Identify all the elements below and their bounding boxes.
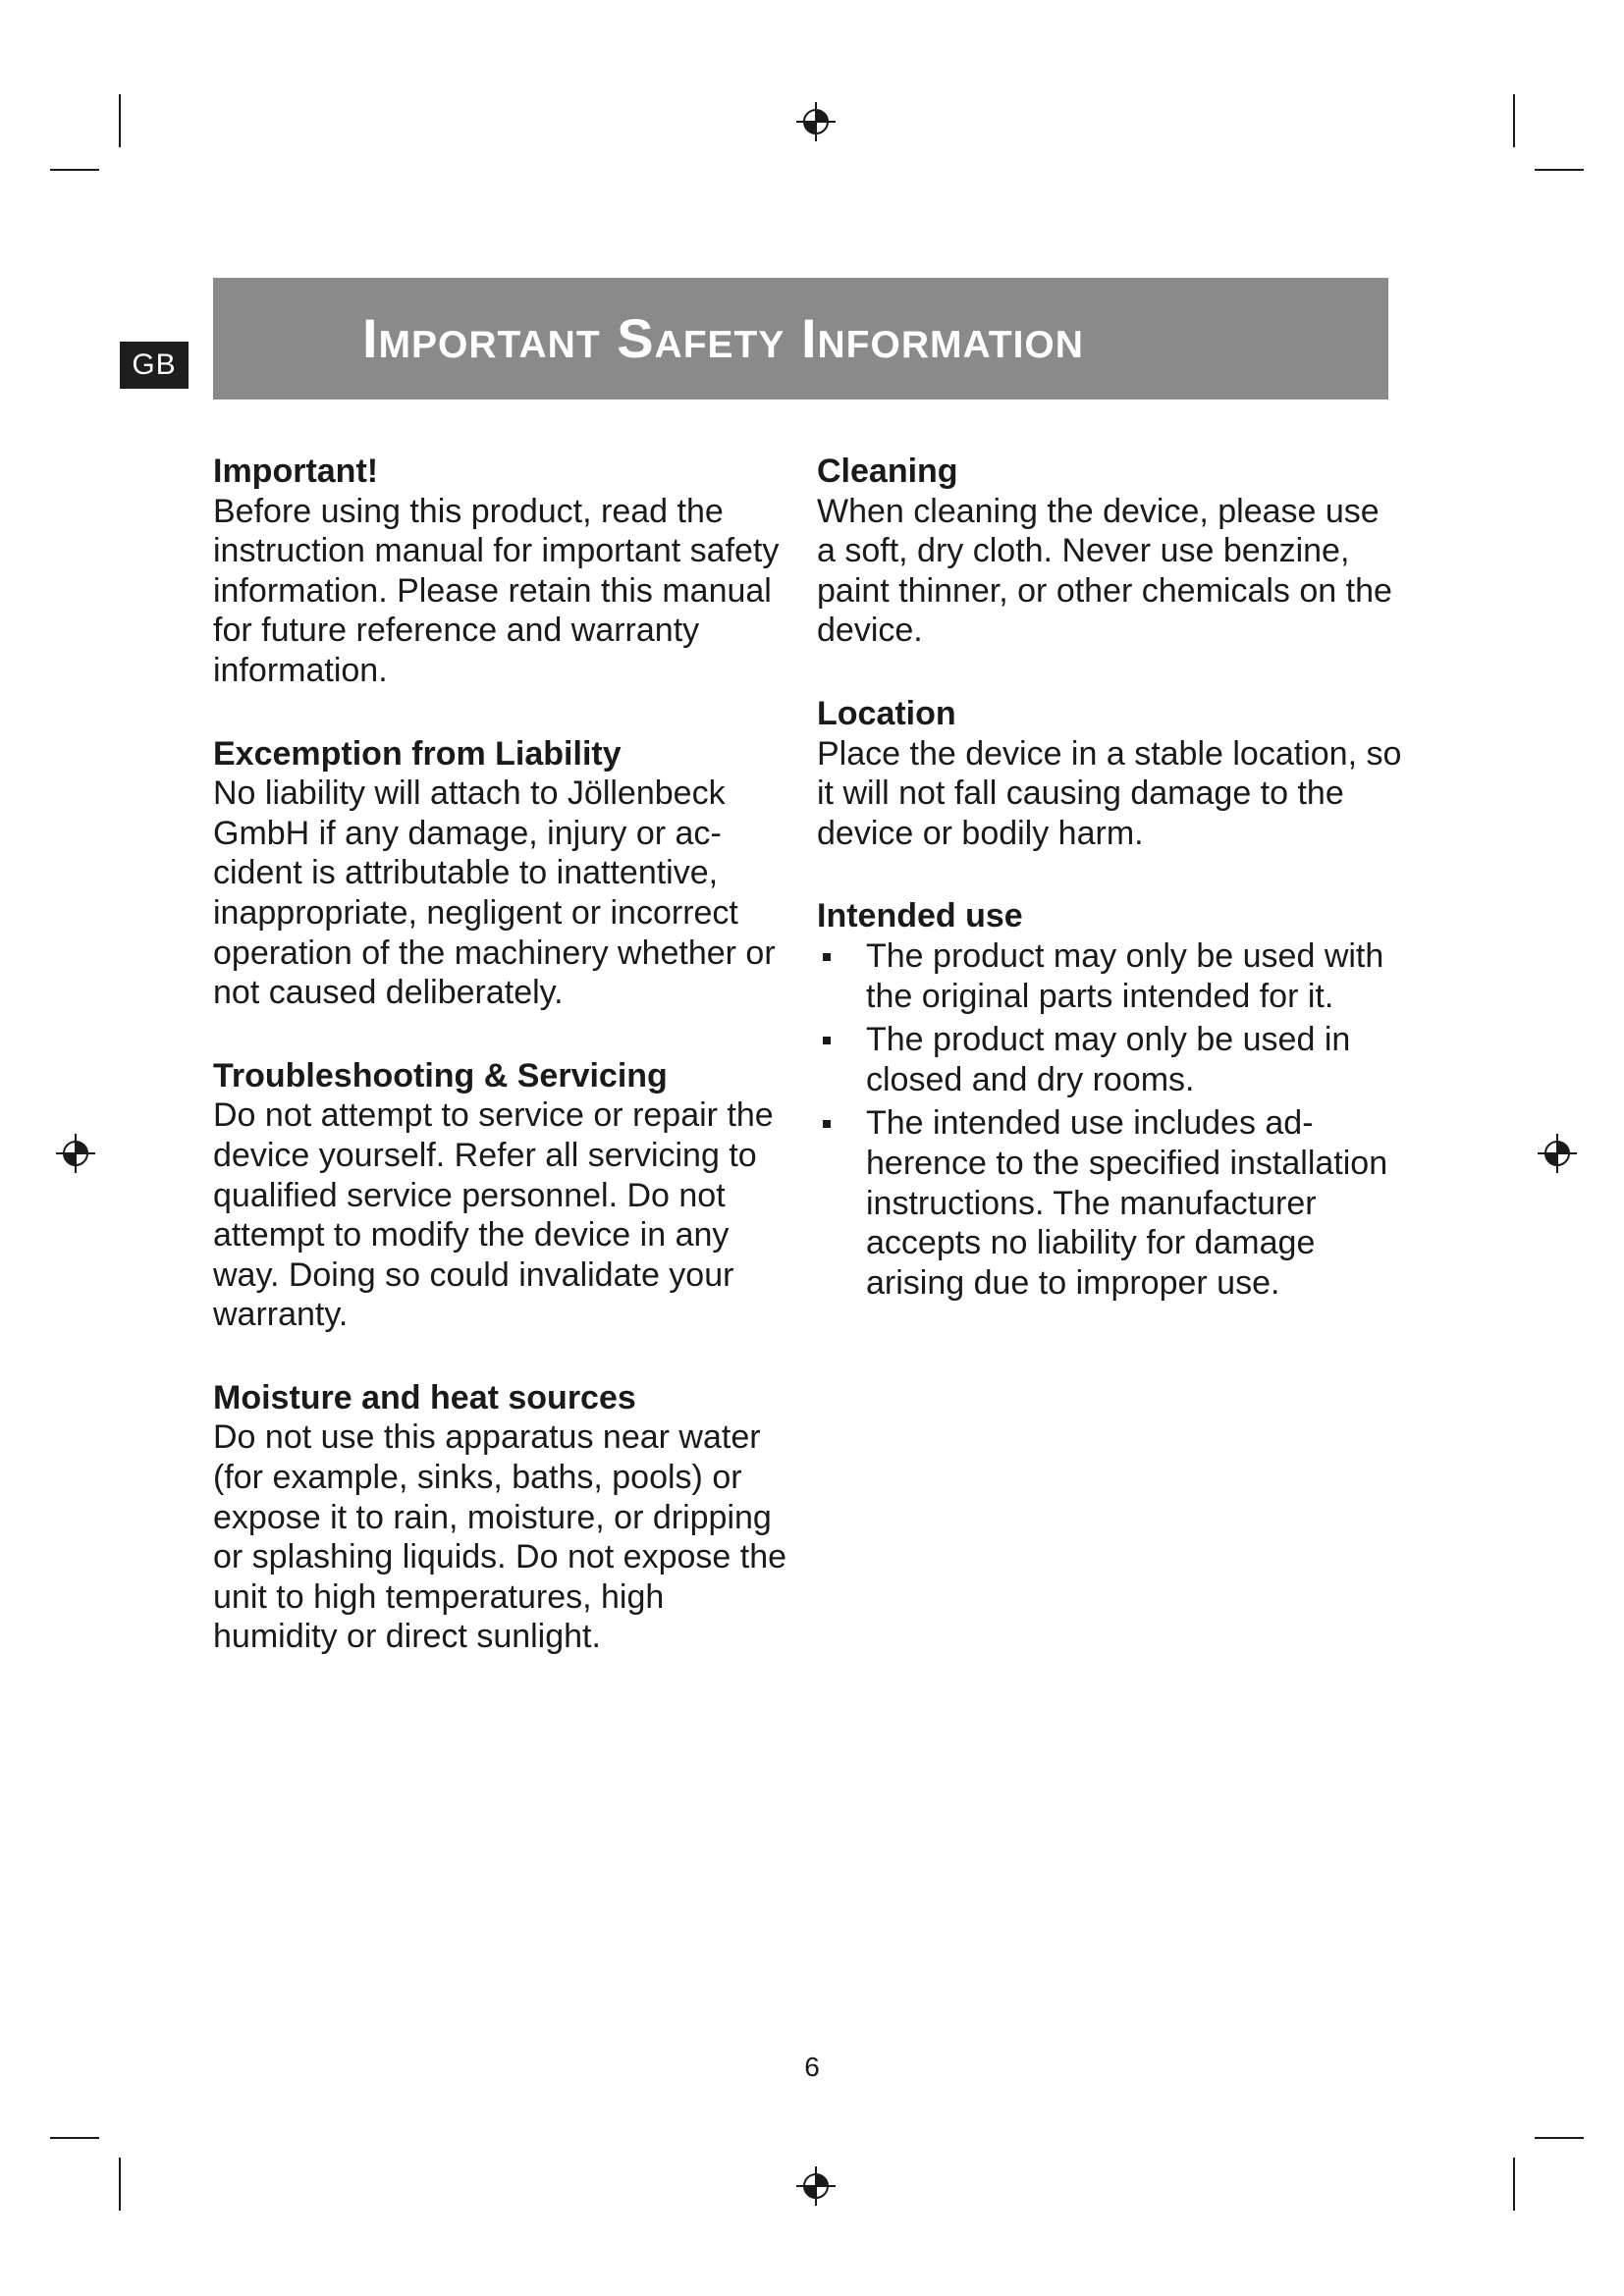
section-heading: Excemption from Liability — [213, 734, 622, 773]
section-location — [817, 694, 1406, 853]
crop-mark-bottom-right-h — [1535, 2137, 1584, 2139]
language-badge: GB — [120, 342, 189, 389]
list-item: The intended use includes adherence to the specified installation instructions. The manufacturer accepts no liability for damage arising due to improper use. — [817, 1103, 1406, 1303]
registration-mark-icon — [1536, 1132, 1579, 1175]
registration-mark-icon — [54, 1132, 97, 1175]
list-item: The product may only be used with the original parts intended for it. — [817, 936, 1406, 1016]
section-important — [213, 452, 792, 691]
section-cleaning — [817, 452, 1406, 651]
section-text: Do not attempt to service or repair the device yourself. Refer all servicing to qualified service personnel. Do not attempt to modify the device in any way. Doing so could invalidate your warranty. — [213, 1096, 774, 1334]
section-liability — [213, 734, 792, 1013]
registration-mark-icon — [794, 2164, 838, 2208]
section-heading: Troubleshooting & Servicing — [213, 1056, 668, 1095]
crop-mark-bottom-right-v — [1513, 2158, 1515, 2211]
left-column — [213, 452, 792, 1700]
crop-mark-top-right-h — [1535, 169, 1584, 171]
crop-mark-bottom-left-h — [50, 2137, 99, 2139]
section-text: No liability will attach to Jöllenbeck GmbH if any damage, injury or accident is attributable to inattentive, inappropriate, negligent or incorrect operation of the machinery whether or not caused deliberately. — [213, 774, 776, 1012]
section-text: Place the device in a stable location, so it will not fall causing damage to the device or bodily harm. — [817, 734, 1402, 852]
section-heading: Intended use — [817, 897, 1023, 935]
registration-mark-icon — [794, 100, 838, 143]
crop-mark-bottom-left-v — [119, 2158, 121, 2211]
crop-mark-top-left-v — [119, 94, 121, 147]
section-heading: Location — [817, 694, 956, 732]
section-text: Before using this product, read the instruction manual for important safety information. Please retain this manual for future reference and warranty information. — [213, 492, 780, 689]
section-moisture — [213, 1378, 792, 1657]
bullet-list — [817, 936, 1406, 1303]
page-title: Important Safety Information — [362, 307, 1084, 369]
list-item: The product may only be used in closed and dry rooms. — [817, 1020, 1406, 1099]
section-heading: Important! — [213, 453, 379, 490]
crop-mark-top-left-h — [50, 169, 99, 171]
section-troubleshooting — [213, 1056, 792, 1335]
section-heading: Moisture and heat sources — [213, 1378, 636, 1416]
section-banner — [213, 278, 1388, 400]
crop-mark-top-right-v — [1513, 94, 1515, 147]
section-heading: Cleaning — [817, 453, 958, 490]
section-intended-use — [817, 896, 1406, 1303]
page-number: 6 — [804, 2052, 820, 2082]
section-text: When cleaning the device, please use a soft, dry cloth. Never use benzine, paint thinner, or other chemicals on the device. — [817, 492, 1392, 650]
right-column — [817, 452, 1406, 1346]
section-text: Do not use this apparatus near water (for example, sinks, baths, pools) or expose it to rain, moisture, or dripping or splashing liquids. Do not expose the unit to high temperatures, high humidity or direct sunlight. — [213, 1418, 787, 1656]
